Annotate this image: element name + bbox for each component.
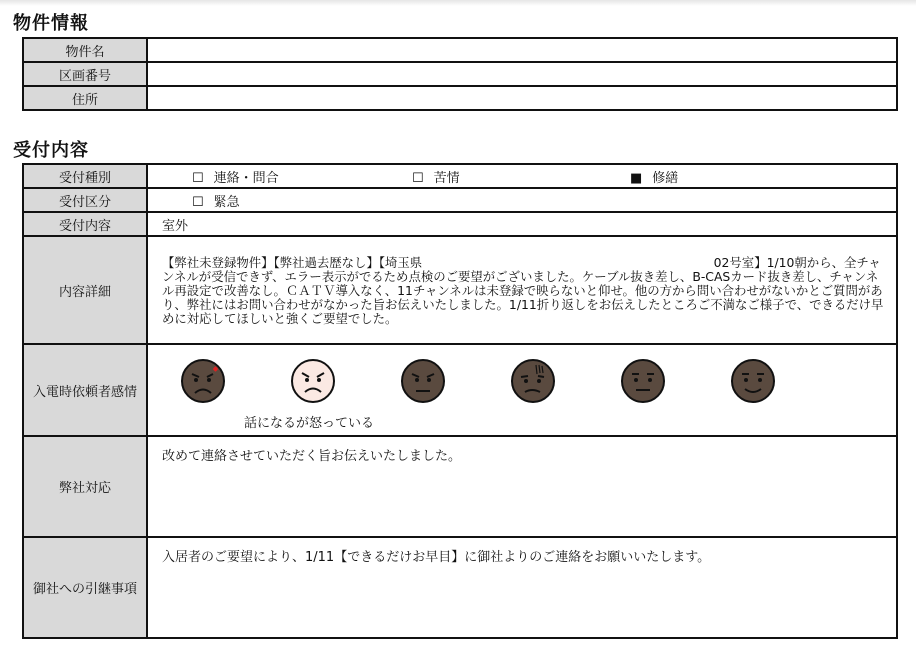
property-name-label: 物件名 <box>23 38 147 62</box>
address-value <box>147 86 897 110</box>
checkbox-icon[interactable]: ☐ <box>192 194 204 210</box>
table-row <box>23 436 897 537</box>
smile-face-icon[interactable] <box>730 358 776 404</box>
option-complaint[interactable] <box>412 167 630 186</box>
table-row <box>23 344 897 436</box>
checkbox-icon[interactable]: ☐ <box>192 170 204 186</box>
option-repair[interactable] <box>630 167 678 186</box>
table-row <box>23 86 897 110</box>
unit-number-label: 区画番号 <box>23 62 147 86</box>
option-contact[interactable] <box>192 167 412 186</box>
table-row <box>23 537 897 638</box>
detail-text: 【弊社未登録物件】【弊社過去歴なし】【埼玉県 02号室】1/10朝から、全チャンネルが受信できず、エラー表示がでるため点検のご要望がございました。ケーブル抜き差し、B-CASカード抜き差し、チャンネル再設定で改善なし。ＣＡＴＶ導入なく、11チャンネルは未登録で映らないと仰せ。他の方から問い合わせがないかとご質問があり、弊社にはお問い合わせがなかった旨お伝えいたしました。1/11折り返しをお伝えしたところご不満なご様子で、できるだけ早めに対応してほしいと強くご要望でした。 <box>147 236 897 344</box>
table-row <box>23 236 897 344</box>
option-label: 修繕 <box>652 170 679 186</box>
handover-label: 御社への引継事項 <box>23 537 147 638</box>
table-row <box>23 164 897 188</box>
top-shadow <box>0 0 916 6</box>
property-section-title: 物件情報 <box>13 13 89 34</box>
checkbox-checked-icon[interactable]: ■ <box>630 170 643 186</box>
table-row <box>23 38 897 62</box>
address-label: 住所 <box>23 86 147 110</box>
angry-face-icon[interactable] <box>180 358 226 404</box>
reception-section-title: 受付内容 <box>13 140 89 161</box>
annoyed-face-icon[interactable] <box>400 358 446 404</box>
unit-number-value <box>147 62 897 86</box>
reception-content-label: 受付内容 <box>23 212 147 236</box>
detail-label: 内容詳細 <box>23 236 147 344</box>
reception-category-label: 受付区分 <box>23 188 147 212</box>
option-urgent[interactable] <box>192 191 240 210</box>
table-row <box>23 188 897 212</box>
reception-content-value: 室外 <box>147 212 897 236</box>
reception-type-options <box>147 164 897 188</box>
reception-category-options <box>147 188 897 212</box>
option-label: 緊急 <box>213 194 240 210</box>
option-label: 苦情 <box>433 170 460 186</box>
reception-table <box>22 163 898 639</box>
emotion-cell <box>147 344 897 436</box>
option-label: 連絡・問合 <box>213 170 279 186</box>
emotion-caption: 話になるが怒っている <box>244 416 375 431</box>
emotion-faces <box>148 346 896 434</box>
table-row <box>23 212 897 236</box>
worried-face-icon[interactable] <box>510 358 556 404</box>
response-text: 改めて連絡させていただく旨お伝えいたしました。 <box>147 436 897 537</box>
property-table <box>22 37 898 111</box>
checkbox-icon[interactable]: ☐ <box>412 170 424 186</box>
handover-text: 入居者のご要望により、1/11【できるだけお早目】に御社よりのご連絡をお願いいたします。 <box>147 537 897 638</box>
table-row <box>23 62 897 86</box>
angry-face-selected-icon[interactable] <box>290 358 336 404</box>
property-name-value <box>147 38 897 62</box>
neutral-face-icon[interactable] <box>620 358 666 404</box>
response-label: 弊社対応 <box>23 436 147 537</box>
reception-type-label: 受付種別 <box>23 164 147 188</box>
emotion-label: 入電時依頼者感情 <box>23 344 147 436</box>
